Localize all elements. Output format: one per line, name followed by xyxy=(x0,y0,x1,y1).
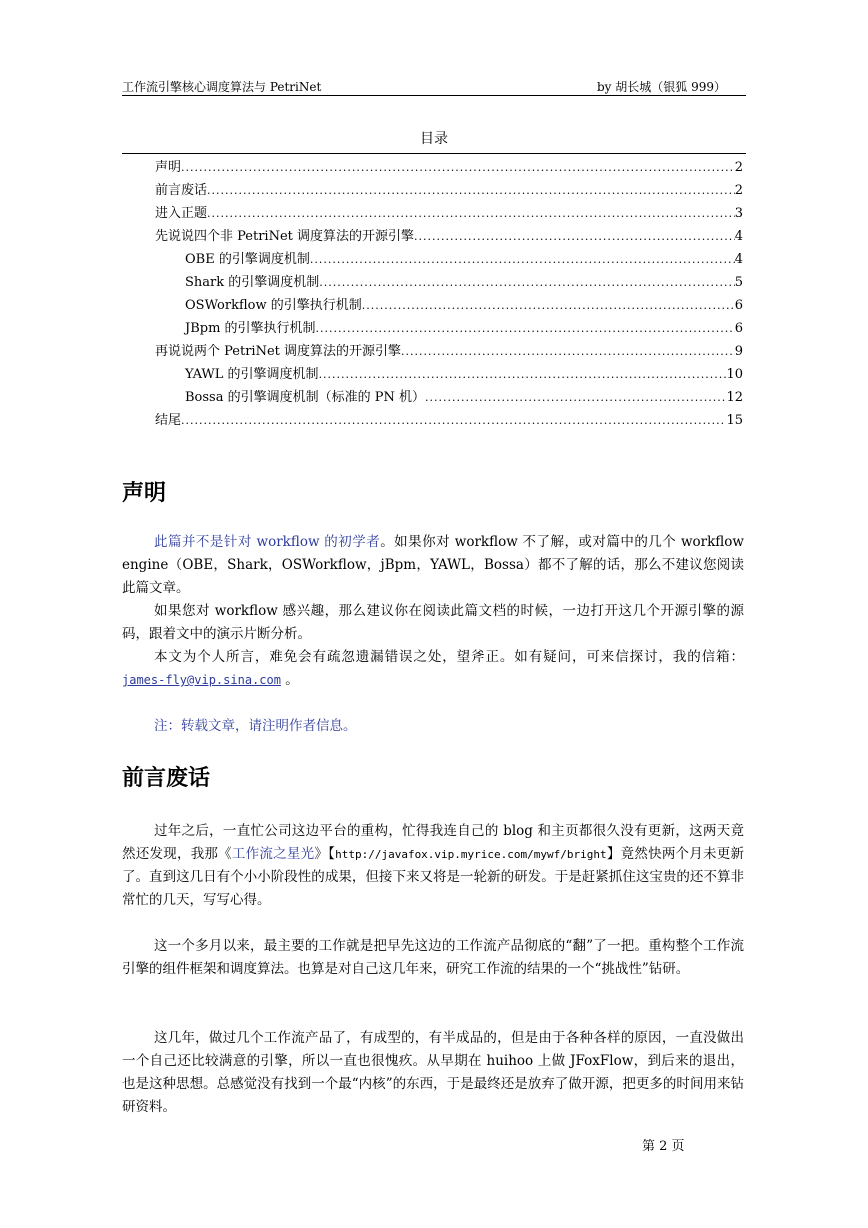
toc-entry[interactable] xyxy=(155,317,743,340)
email-link[interactable]: james-fly@vip.sina.com xyxy=(122,673,281,687)
statement-paragraph-3 xyxy=(122,646,744,692)
table-of-contents xyxy=(155,156,743,432)
toc-leader-dots xyxy=(425,386,726,409)
toc-entry-label: YAWL 的引擎调度机制 xyxy=(185,367,319,382)
blog-title: 工作流之星光 xyxy=(231,846,315,862)
toc-entry-label: 再说说两个 PetriNet 调度算法的开源引擎 xyxy=(155,344,402,359)
header-title: 工作流引擎核心调度算法与 PetriNet xyxy=(122,80,322,94)
header-rule xyxy=(122,95,746,96)
toc-entry-label: 前言废话 xyxy=(155,183,208,198)
statement-p3-text: 本文为个人所言，难免会有疏忽遗漏错误之处，望斧正。如有疑问，可来信探讨，我的信箱： xyxy=(154,649,744,665)
toc-entry[interactable] xyxy=(155,202,743,225)
toc-entry-page: 2 xyxy=(734,183,743,198)
preface-paragraph-1 xyxy=(122,820,744,912)
toc-entry-page: 6 xyxy=(734,321,743,336)
toc-leader-dots xyxy=(207,202,735,225)
toc-entry-label: 声明 xyxy=(155,160,182,175)
preface-paragraph-2: 这一个多月以来，最主要的工作就是把早先这边的工作流产品彻底的“翻”了一把。重构整个工作流引擎的组件框架和调度算法。也算是对自己这几年来，研究工作流的结果的一个“挑战性”钻研。 xyxy=(122,938,744,977)
toc-entry-page: 6 xyxy=(734,298,743,313)
toc-entry[interactable] xyxy=(155,294,743,317)
preface-p1-text-c: 】竟然快两个月未更新了。直到这几日有个小小阶段性的成果，但接下来又将是一轮新的研发。于是赶紧抓住这宝贵的还不算非常忙的几天，写写心得。 xyxy=(122,846,745,908)
statement-paragraph-1 xyxy=(122,531,744,600)
toc-entry-page: 3 xyxy=(734,206,743,221)
toc-entry[interactable] xyxy=(155,386,743,409)
page-number: 第 2 页 xyxy=(642,1139,685,1154)
toc-entry[interactable] xyxy=(155,271,743,294)
toc-leader-dots xyxy=(310,248,735,271)
toc-leader-dots xyxy=(207,179,735,202)
toc-entry[interactable] xyxy=(155,409,743,432)
section-heading-statement: 声明 xyxy=(122,481,167,506)
statement-paragraph-2: 如果您对 workflow 感兴趣，那么建议你在阅读此篇文档的时候，一边打开这几个开源引擎的源码，跟着文中的演示片断分析。 xyxy=(122,603,744,642)
toc-entry-label: Shark 的引擎调度机制 xyxy=(185,275,320,290)
toc-entry-page: 2 xyxy=(734,160,743,175)
repost-note: 注：转载文章，请注明作者信息。 xyxy=(154,718,357,734)
toc-leader-dots xyxy=(362,294,735,317)
statement-p3-end: 。 xyxy=(280,672,299,688)
toc-leader-dots xyxy=(319,271,734,294)
toc-entry-page: 4 xyxy=(734,229,743,244)
toc-entry-page: 5 xyxy=(734,275,743,290)
toc-entry[interactable] xyxy=(155,248,743,271)
statement-p1-text: 。如果你对 workflow 不了解，或对篇中的几个 workflow engine（OBE，Shark，OSWorkflow，jBpm，YAWL，Bossa）都不了解的话，那么不建议您阅读此篇文章。 xyxy=(122,534,744,596)
toc-entry-label: 进入正题 xyxy=(155,206,208,221)
toc-entry-label: 结尾 xyxy=(155,413,182,428)
page-header xyxy=(122,79,746,95)
toc-entry-page: 12 xyxy=(726,390,743,405)
preface-paragraph-3: 这几年，做过几个工作流产品了，有成型的，有半成品的，但是由于各种各样的原因，一直没做出一个自己还比较满意的引擎，所以一直也很愧疚。从早期在 huihoo 上做 JFoxFlow，到后来的退出，也是这种思想。总感觉没有找到一个最“内核”的东西，于是最终还是放弃了做开源，把更多的时间用来钻研资料。 xyxy=(122,1030,744,1115)
toc-entry-label: 先说说四个非 PetriNet 调度算法的开源引擎 xyxy=(155,229,415,244)
toc-leader-dots xyxy=(316,317,735,340)
toc-entry-page: 15 xyxy=(726,413,743,428)
toc-entry-label: OSWorkflow 的引擎执行机制 xyxy=(185,298,362,313)
toc-leader-dots xyxy=(319,363,727,386)
toc-rule xyxy=(122,153,746,154)
toc-entry[interactable] xyxy=(155,179,743,202)
toc-leader-dots xyxy=(401,340,735,363)
toc-entry[interactable] xyxy=(155,363,743,386)
toc-entry-label: JBpm 的引擎执行机制 xyxy=(185,321,316,336)
toc-leader-dots xyxy=(181,409,726,432)
toc-entry-page: 9 xyxy=(734,344,743,359)
toc-entry-label: Bossa 的引擎调度机制（标准的 PN 机） xyxy=(185,390,425,405)
toc-leader-dots xyxy=(414,225,735,248)
toc-entry-label: OBE 的引擎调度机制 xyxy=(185,252,310,267)
toc-entry[interactable] xyxy=(155,225,743,248)
blog-url: http://javafox.vip.myrice.com/mywf/bright xyxy=(335,848,607,861)
toc-entry-page: 10 xyxy=(726,367,743,382)
preface-p1-text-a: 过年之后，一直忙公司这边平台的重构，忙得我连自己的 blog 和主页都很久没有更新，这两天竟然还发现，我那《 xyxy=(122,823,744,862)
toc-entry-page: 4 xyxy=(734,252,743,267)
toc-leader-dots xyxy=(181,156,735,179)
toc-entry[interactable] xyxy=(155,340,743,363)
preface-p1-text-b: 》【 xyxy=(314,846,336,862)
statement-emphasis: 此篇并不是针对 workflow 的初学者 xyxy=(154,534,381,550)
section-heading-preface: 前言废话 xyxy=(122,766,211,791)
toc-title: 目录 xyxy=(420,131,448,147)
toc-entry[interactable] xyxy=(155,156,743,179)
header-author: by 胡长城（银狐 999） xyxy=(597,80,726,94)
